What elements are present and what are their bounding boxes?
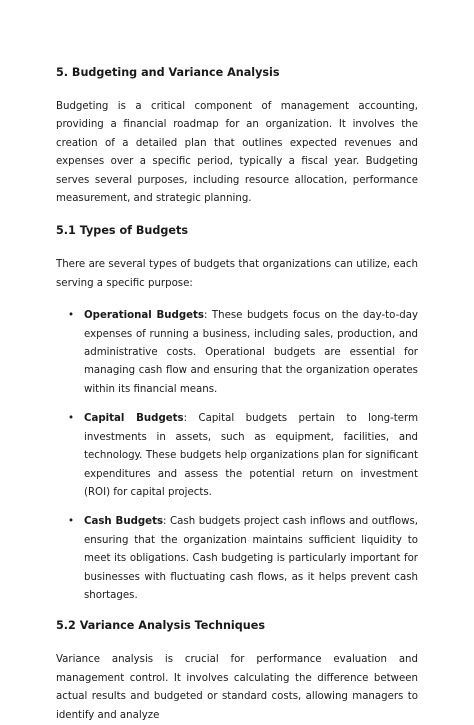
bullet-icon: •	[68, 413, 75, 425]
bullet-icon: •	[68, 516, 75, 528]
list-item-text: : These budgets focus on the day-to-day expenses of running a business, including sales, production, and administrative costs. Operational budgets are essential for managing cash flow and ensuring that the organization operates within its financial means.	[84, 310, 418, 395]
list-item-term: Operational Budgets	[84, 310, 204, 322]
list-item-cash-budgets	[56, 513, 418, 605]
list-item-term: Capital Budgets	[84, 413, 184, 425]
section-5-2-heading: 5.2 Variance Analysis Techniques	[56, 619, 265, 633]
list-item-capital-budgets	[56, 410, 418, 502]
list-item-text: : Capital budgets pertain to long-term investments in assets, such as equipment, facilities, and technology. These budgets help organizations plan for significant expenditures and assess the potential return on investment (ROI) for capital projects.	[84, 413, 418, 498]
document-content	[56, 64, 418, 725]
section-5-1-heading: 5.1 Types of Budgets	[56, 224, 189, 238]
bullet-icon: •	[68, 310, 75, 322]
section-5-intro-paragraph: Budgeting is a critical component of management accounting, providing a financial roadmap for an organization. It involves the creation of a detailed plan that outlines expected revenues and expenses over a specific period, typically a fiscal year. Budgeting serves several purposes, including resource allocation, performance measurement, and strategic planning.	[56, 101, 418, 205]
section-5-heading: 5. Budgeting and Variance Analysis	[56, 66, 280, 79]
budget-types-list	[56, 307, 418, 605]
list-item-text: : Cash budgets project cash inflows and outflows, ensuring that the organization maintains sufficient liquidity to meet its obligations. Cash budgeting is particularly important for businesses with fluctuating cash flows, as it helps prevent cash shortages.	[84, 516, 418, 601]
list-item-term: Cash Budgets	[84, 516, 164, 528]
section-5-2-intro-paragraph: Variance analysis is crucial for performance evaluation and management control. It involves calculating the difference between actual results and budgeted or standard costs, allowing managers to identify and analyze	[56, 654, 418, 721]
section-5-1-intro-paragraph: There are several types of budgets that organizations can utilize, each serving a specific purpose:	[56, 259, 418, 289]
list-item-operational-budgets	[56, 307, 418, 399]
